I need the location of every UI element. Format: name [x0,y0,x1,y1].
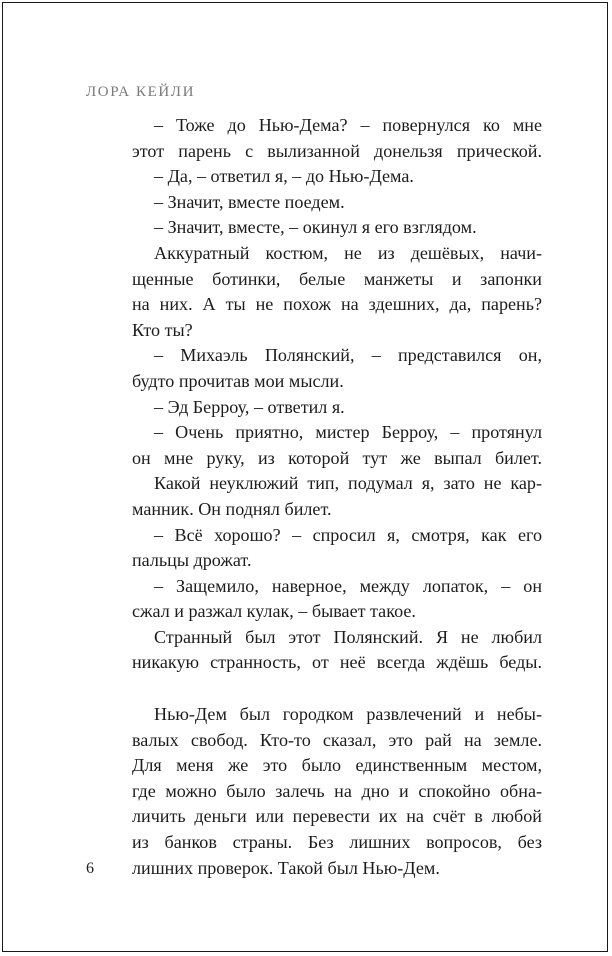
text-line: Кто ты? [132,319,193,340]
text-line: манник. Он поднял билет. [132,498,332,519]
text-line: – Эд Берроу, – ответил я. [154,396,345,417]
text-line: валых свобод. Кто-то сказал, это рай на земле. [132,729,542,750]
text-line: – Значит, вместе, – окинул я его взглядом. [154,217,477,238]
section-break [132,676,542,702]
text-line: – Защемило, наверное, между лопаток, – он [154,575,542,596]
text-line: – Михаэль Полянский, – представился он, [154,345,542,366]
text-line: никакую странность, от неё всегда ждёшь беды. [132,652,542,673]
text-line: – Очень приятно, мистер Берроу, – протянул [154,422,542,443]
page-number: 6 [86,860,94,877]
text-line: лишних проверок. Такой был Нью-Дем. [132,857,440,878]
text-line: он мне руку, из которой тут же выпал билет. [132,447,542,468]
text-line: на них. А ты не похож на здешних, да, парень? [132,294,542,315]
running-head: ЛОРА КЕЙЛИ [86,84,196,100]
text-line: будто прочитав мои мысли. [132,370,344,391]
text-line: – Тоже до Нью-Дема? – повернулся ко мне [154,115,542,135]
text-line: из банков страны. Без лишних вопросов, без [132,832,542,853]
text-line: личить деньги или перевести их на счёт в любой [132,806,542,827]
text-line: пальцы дрожат. [132,550,252,571]
body-text [132,113,542,881]
text-line: Какой неуклюжий тип, подумал я, зато не кар- [154,473,542,494]
text-line: Для меня же это было единственным местом, [132,755,542,776]
text-line: – Значит, вместе поедем. [154,191,345,212]
text-line: Аккуратный костюм, не из дешёвых, начи- [154,242,542,263]
text-line: Странный был этот Полянский. Я не любил [154,626,542,647]
text-line: этот парень с вылизанной донельзя прической. [132,140,542,161]
text-line: щенные ботинки, белые манжеты и запонки [132,268,542,289]
text-line: где можно было залечь на дно и спокойно обна- [132,780,542,801]
text-line: Нью-Дем был городком развлечений и небы- [154,704,542,725]
text-line: сжал и разжал кулак, – бывает такое. [132,601,416,622]
text-line: – Да, – ответил я, – до Нью-Дема. [154,166,414,187]
text-line: – Всё хорошо? – спросил я, смотря, как его [154,524,542,545]
